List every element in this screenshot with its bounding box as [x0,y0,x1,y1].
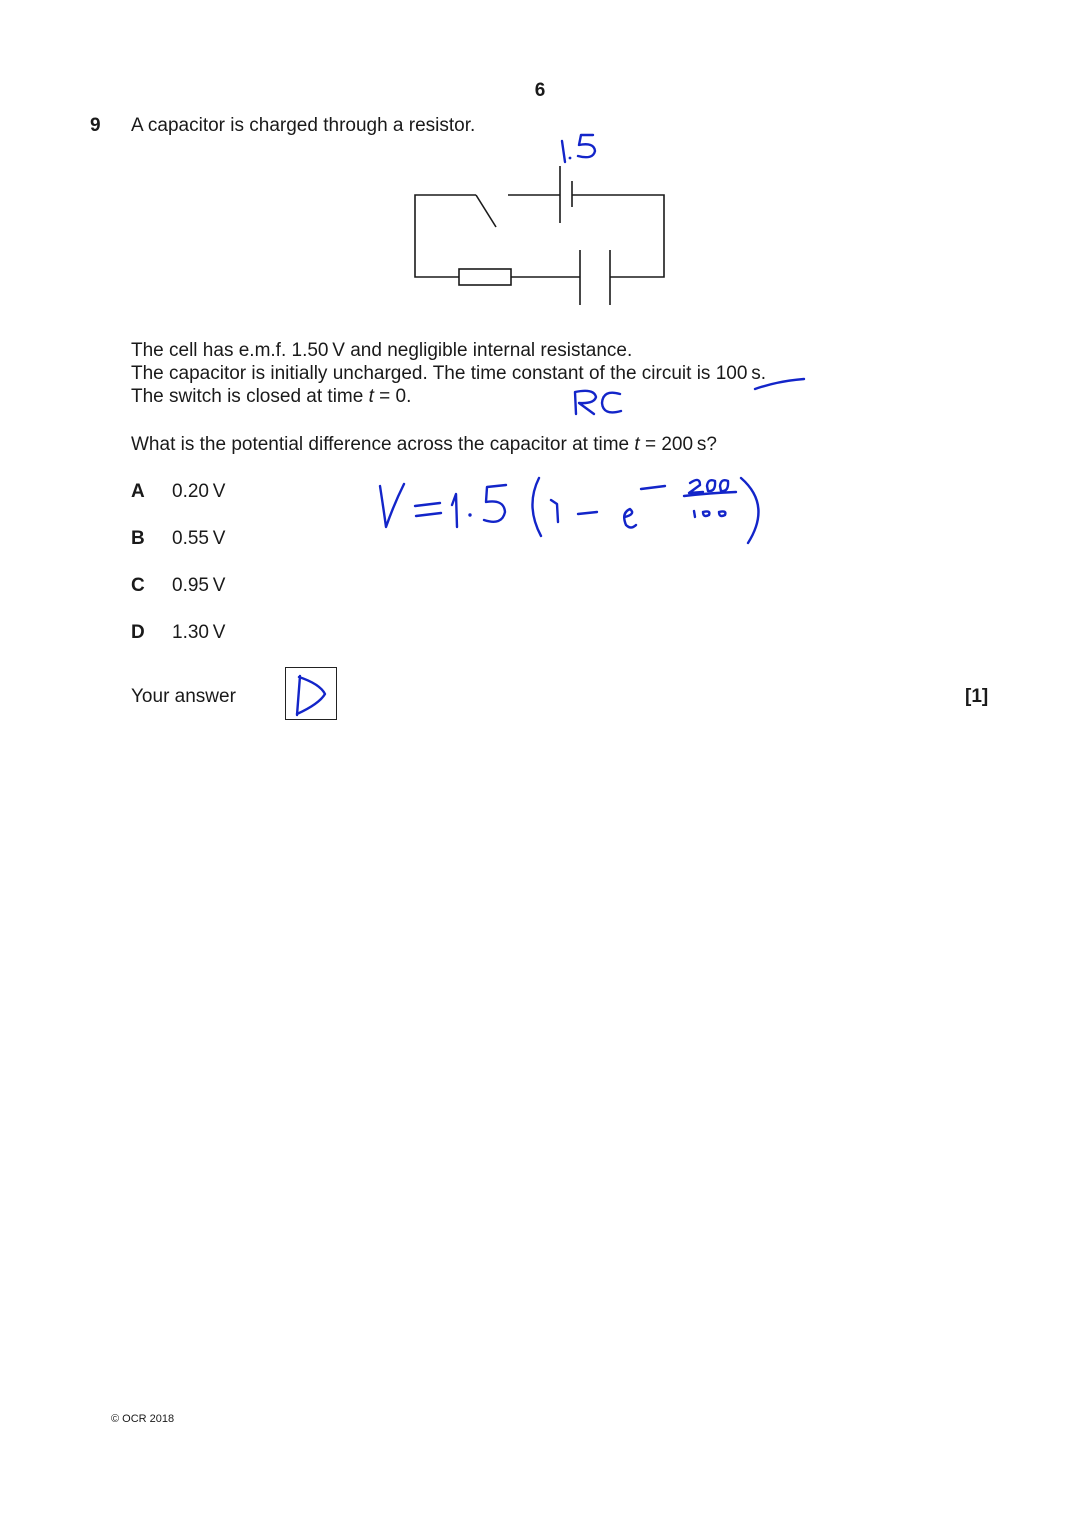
handwritten-cell-note-dot [569,157,572,160]
open-switch [476,195,496,227]
variable-t: t [368,386,374,407]
prompt-text-after: = 200 s? [639,434,717,455]
info-line-time-constant: The capacitor is initially uncharged. The time constant of the circuit is 100 s. [131,363,766,384]
handwritten-cell-note-1 [562,141,565,162]
marks-label: [1] [965,686,989,707]
option-b-value: 0.55 V [172,528,226,549]
info-line-emf: The cell has e.m.f. 1.50 V and negligible internal resistance. [131,340,633,361]
right-wire [572,195,664,277]
option-b-letter: B [131,528,145,549]
option-c-letter: C [131,575,145,596]
answer-box[interactable] [285,667,337,720]
answer-label: Your answer [131,686,236,707]
question-stem: A capacitor is charged through a resistor. [131,115,476,136]
option-a-letter: A [131,481,145,502]
handwritten-rc-R [575,391,596,414]
option-d-value: 1.30 V [172,622,226,643]
prompt-text-before: What is the potential difference across the capacitor at time [131,434,635,455]
option-c-value: 0.95 V [172,575,226,596]
handwritten-formula [380,478,758,543]
resistor [459,269,511,285]
handwritten-cell-note-5 [578,135,595,157]
switch-line-text-before: The switch is closed at time [131,386,369,407]
question-number: 9 [90,115,101,136]
question-prompt [131,434,717,456]
circuit-wires [415,166,664,305]
prompt-variable-t: t [634,434,640,455]
page-number: 6 [534,80,546,101]
handwritten-answer-d [286,668,338,721]
copyright-footer: © OCR 2018 [111,1413,175,1425]
option-d-letter: D [131,622,145,643]
handwritten-rc-C [602,393,621,413]
info-line-switch [131,386,411,408]
left-wire [415,195,476,277]
option-a-value: 0.20 V [172,481,226,502]
switch-line-text-after: = 0. [373,386,412,407]
